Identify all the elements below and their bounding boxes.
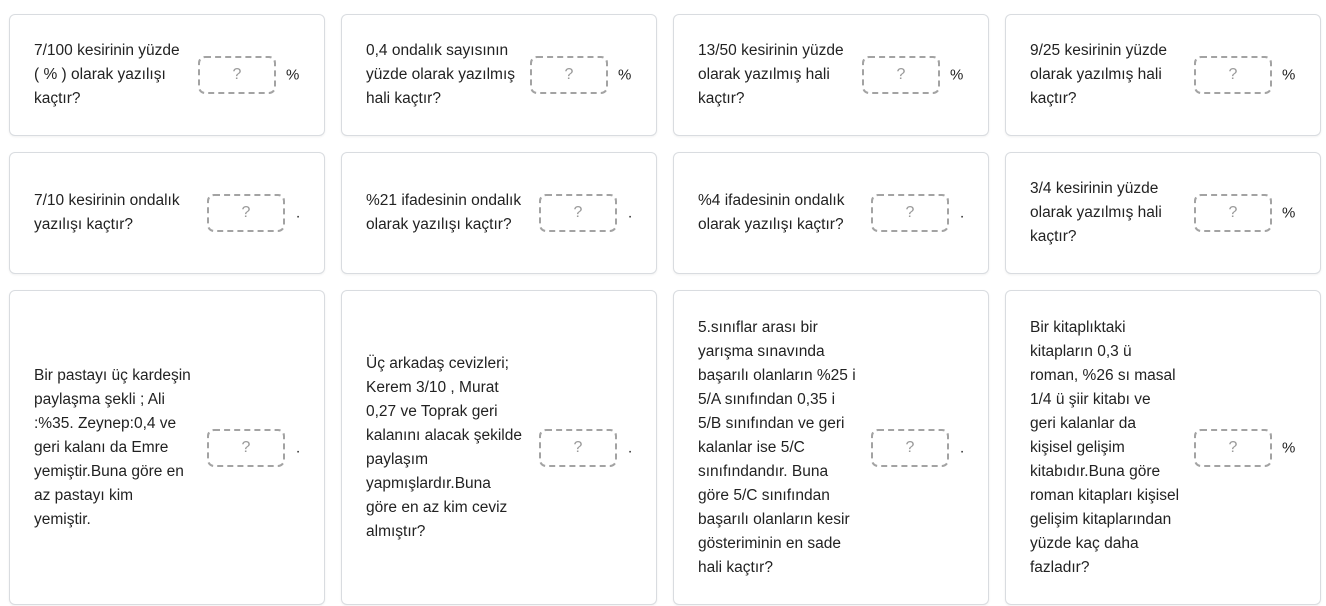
question-text: 9/25 kesirinin yüzde olarak yazılmış hali kaçtır? bbox=[1030, 42, 1167, 107]
question-card-7 bbox=[673, 152, 989, 274]
question-text: 13/50 kesirinin yüzde olarak yazılmış hali kaçtır? bbox=[698, 42, 844, 107]
answer-suffix: % bbox=[286, 66, 300, 84]
question-text: 5.sınıflar arası bir yarışma sınavında başarılı olanların %25 i 5/A sınıfından 0,35 i 5/B sınıfından ve geri kalanlar ise 5/C sınıfındandır. Buna göre 5/C sınıfından başarılı olanların kesir gösteriminin en sade hali kaçtır? bbox=[698, 318, 856, 576]
question-text: %21 ifadesinin ondalık olarak yazılışı kaçtır? bbox=[366, 192, 522, 233]
question-card-5 bbox=[9, 152, 325, 274]
question-card-12 bbox=[1005, 290, 1321, 605]
answer-input[interactable]: ? bbox=[871, 429, 949, 467]
question-card-1 bbox=[9, 14, 325, 136]
answer-suffix: . bbox=[960, 439, 965, 456]
answer-input[interactable]: ? bbox=[862, 56, 940, 94]
answer-suffix: % bbox=[950, 66, 964, 84]
answer-suffix: % bbox=[1282, 66, 1296, 84]
question-card-8 bbox=[1005, 152, 1321, 274]
question-text: 0,4 ondalık sayısının yüzde olarak yazılmış hali kaçtır? bbox=[366, 42, 516, 107]
answer-input[interactable]: ? bbox=[1194, 429, 1272, 467]
question-card-11 bbox=[673, 290, 989, 605]
question-grid bbox=[9, 14, 1321, 605]
answer-suffix: . bbox=[296, 439, 301, 456]
question-card-3 bbox=[673, 14, 989, 136]
answer-input[interactable]: ? bbox=[207, 194, 285, 232]
answer-suffix: . bbox=[960, 204, 965, 222]
question-card-9 bbox=[9, 290, 325, 605]
answer-input[interactable]: ? bbox=[1194, 56, 1272, 94]
question-card-2 bbox=[341, 14, 657, 136]
answer-input[interactable]: ? bbox=[530, 56, 608, 94]
answer-suffix: % bbox=[618, 66, 632, 84]
answer-input[interactable]: ? bbox=[539, 429, 617, 467]
answer-suffix: % bbox=[1282, 204, 1296, 222]
question-text: %4 ifadesinin ondalık olarak yazılışı kaçtır? bbox=[698, 192, 845, 233]
answer-input[interactable]: ? bbox=[871, 194, 949, 232]
question-text: 3/4 kesirinin yüzde olarak yazılmış hali kaçtır? bbox=[1030, 180, 1162, 245]
question-text: 7/10 kesirinin ondalık yazılışı kaçtır? bbox=[34, 192, 180, 233]
question-card-4 bbox=[1005, 14, 1321, 136]
question-card-6 bbox=[341, 152, 657, 274]
question-card-10 bbox=[341, 290, 657, 605]
answer-suffix: . bbox=[296, 204, 301, 222]
question-text: Üç arkadaş cevizleri; Kerem 3/10 , Murat 0,27 ve Toprak geri kalanını alacak şekilde paylaşım yapmışlardır.Buna göre en az kim ceviz almıştır? bbox=[366, 354, 522, 540]
question-text: Bir kitaplıktaki kitapların 0,3 ü roman, %26 sı masal 1/4 ü şiir kitabı ve geri kalanlar da kişisel gelişim kitabıdır.Buna göre roman kitapları kişisel gelişim kitaplarından yüzde kaç daha fazladır? bbox=[1030, 318, 1180, 576]
answer-suffix: . bbox=[628, 439, 633, 456]
answer-suffix: . bbox=[628, 204, 633, 222]
answer-input[interactable]: ? bbox=[207, 429, 285, 467]
answer-input[interactable]: ? bbox=[1194, 194, 1272, 232]
question-text: 7/100 kesirinin yüzde ( % ) olarak yazılışı kaçtır? bbox=[34, 42, 180, 107]
answer-input[interactable]: ? bbox=[198, 56, 276, 94]
answer-input[interactable]: ? bbox=[539, 194, 617, 232]
question-text: Bir pastayı üç kardeşin paylaşma şekli ; Ali :%35. Zeynep:0,4 ve geri kalanı da Emre yemiştir.Buna göre en az pastayı kim yemiştir. bbox=[34, 366, 191, 528]
answer-suffix: % bbox=[1282, 439, 1296, 456]
